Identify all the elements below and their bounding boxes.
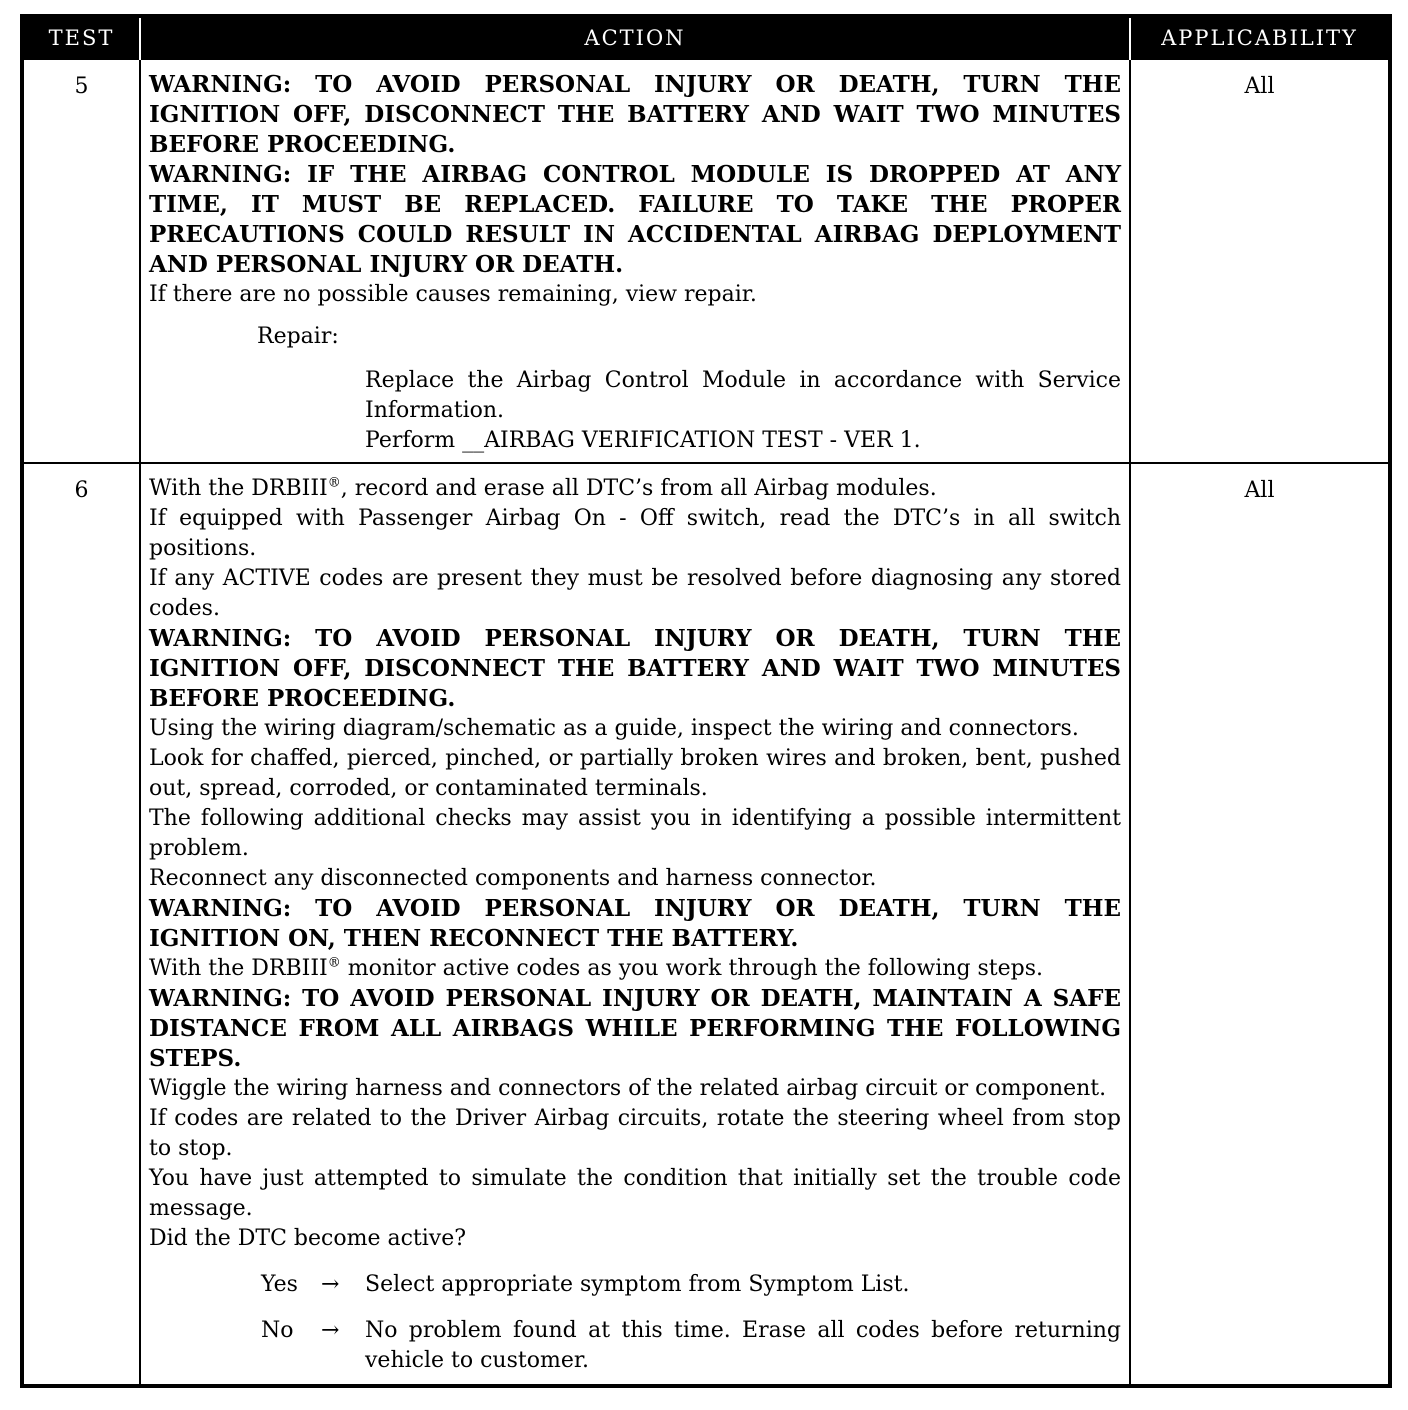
diagnostic-table	[20, 14, 1392, 1388]
applicability-value: All	[1130, 463, 1390, 1386]
header-applicability: APPLICABILITY	[1130, 16, 1390, 59]
page	[20, 14, 1388, 1388]
warning-text: WARNING: TO AVOID PERSONAL INJURY OR DEATH, TURN THE IGNITION OFF, DISCONNECT THE BATTERY AND WAIT TWO MINUTES BEFORE PROCEEDING.	[149, 71, 1121, 158]
test-number: 6	[22, 463, 140, 1386]
action-text	[149, 954, 1121, 984]
warning-text: WARNING: TO AVOID PERSONAL INJURY OR DEATH, TURN THE IGNITION ON, THEN RECONNECT THE BATTERY.	[149, 895, 1121, 952]
outcome-no	[149, 1316, 1121, 1376]
repair-label: Repair:	[257, 324, 339, 349]
answer-yes: Yes	[261, 1272, 298, 1297]
outcome-no-result: No problem found at this time. Erase all codes before returning vehicle to customer.	[365, 1318, 1121, 1373]
action-text: If codes are related to the Driver Airbag circuits, rotate the steering wheel from stop to stop.	[149, 1106, 1121, 1161]
arrow-right-icon: →	[321, 1272, 340, 1297]
repair-step: Replace the Airbag Control Module in accordance with Service Information.	[365, 368, 1121, 423]
action-text: If equipped with Passenger Airbag On - Off switch, read the DTC’s in all switch positions.	[149, 506, 1121, 561]
registered-mark: ®	[327, 475, 341, 491]
action-text: Wiggle the wiring harness and connectors of the related airbag circuit or component.	[149, 1076, 1107, 1101]
action-text: Using the wiring diagram/schematic as a guide, inspect the wiring and connectors.	[149, 716, 1079, 741]
test-row-5	[22, 59, 1390, 463]
action-cell	[140, 463, 1130, 1386]
action-text: If there are no possible causes remaining, view repair.	[149, 282, 757, 307]
applicability-value: All	[1130, 59, 1390, 463]
action-text: If any ACTIVE codes are present they must be resolved before diagnosing any stored codes.	[149, 566, 1121, 621]
outcome-yes-result: Select appropriate symptom from Symptom List.	[365, 1272, 910, 1297]
repair-step: Perform __AIRBAG VERIFICATION TEST - VER 1.	[365, 428, 921, 453]
header-test: TEST	[22, 16, 140, 59]
test-number: 5	[22, 59, 140, 463]
warning-text: WARNING: TO AVOID PERSONAL INJURY OR DEATH, MAINTAIN A SAFE DISTANCE FROM ALL AIRBAGS WHILE PERFORMING THE FOLLOWING STEPS.	[149, 985, 1121, 1072]
header-row	[22, 16, 1390, 59]
action-text-part: With the DRBIII	[149, 476, 328, 501]
warning-text: WARNING: IF THE AIRBAG CONTROL MODULE IS DROPPED AT ANY TIME, IT MUST BE REPLACED. FAILURE TO TAKE THE PROPER PRECAUTIONS COULD RESULT IN ACCIDENTAL AIRBAG DEPLOYMENT AND PERSONAL INJURY OR DEATH.	[149, 161, 1121, 278]
warning-text: WARNING: TO AVOID PERSONAL INJURY OR DEATH, TURN THE IGNITION OFF, DISCONNECT THE BATTERY AND WAIT TWO MINUTES BEFORE PROCEEDING.	[149, 625, 1121, 712]
action-text-part: , record and erase all DTC’s from all Airbag modules.	[340, 476, 937, 501]
action-text	[149, 474, 1121, 504]
test-row-6	[22, 463, 1390, 1386]
arrow-right-icon: →	[321, 1318, 340, 1343]
header-action: ACTION	[140, 16, 1130, 59]
action-text: Look for chaffed, pierced, pinched, or partially broken wires and broken, bent, pushed out, spread, corroded, or contaminated terminals.	[149, 746, 1121, 801]
action-text: Reconnect any disconnected components and harness connector.	[149, 866, 877, 891]
action-text-part: monitor active codes as you work through the following steps.	[340, 956, 1044, 981]
action-cell	[140, 59, 1130, 463]
repair-body	[365, 366, 1121, 456]
registered-mark: ®	[327, 955, 341, 971]
action-text: The following additional checks may assist you in identifying a possible intermittent problem.	[149, 806, 1121, 861]
action-text: You have just attempted to simulate the condition that initially set the trouble code message.	[149, 1166, 1121, 1221]
question-text: Did the DTC become active?	[149, 1226, 467, 1251]
action-text-part: With the DRBIII	[149, 956, 328, 981]
answer-no: No	[261, 1318, 294, 1343]
outcome-yes	[149, 1270, 1121, 1300]
